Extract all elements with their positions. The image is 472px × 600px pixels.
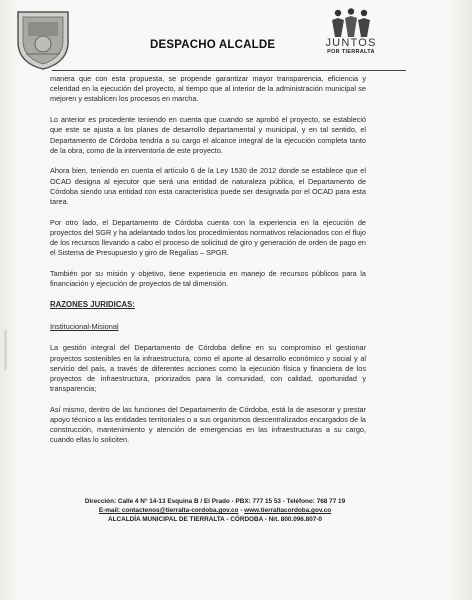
logo-word: JUNTOS <box>325 37 377 49</box>
paragraph: manera que con esta propuesta, se propende garantizar mayor transparencia, eficiencia y celeridad en la ejecución del proyecto, al tiempo que al interior de la administración municipal se mejoren y establicen los procesos en marcha. <box>50 74 366 104</box>
footer-contact <box>40 506 390 515</box>
footer-address: Dirección: Calle 4 N° 14-13 Esquina B / El Prado - PBX: 777 15 53 - Teléfono: 768 77 19 <box>84 498 346 505</box>
paragraph: Por otro lado, el Departamento de Córdoba cuenta con la experiencia en la ejecución de proyectos del SGR y ha adelantado todos los procedimientos normativos relacionados con el flujo de los recursos llevando a cabo el proceso de solicitud de giro y generación de orden de pago en el Sistema de Presupuesto y giro de Regalías – SPGR. <box>50 217 366 258</box>
footer-entity: ALCALDÍA MUNICIPAL DE TIERRALTA - CÓRDOBA - Nit. 800.096.807-0 <box>108 516 322 523</box>
paragraph: La gestión integral del Departamento de Córdoba define en su compromiso el gestionar proyectos sostenibles en la infraestructura, como el aporte al desarrollo económico y social y al servicio del país, a través de diferentes acciones como la ejecución física y financiera de los proyectos de infraestructura, priorizados para la comunidad, con calidad, oportunidad y transparencia; <box>50 343 366 394</box>
subsection-heading: Institucional-Misional <box>50 322 119 332</box>
footer-email-link[interactable]: E-mail: contactenos@tierralta-cordoba.gov.co <box>98 507 239 514</box>
header-divider <box>52 70 406 71</box>
paragraph: También por su misión y objetivo, tiene experiencia en manejo de recursos públicos para la financiación y ejecución de proyectos de tal dimensión. <box>50 269 366 289</box>
footer-separator: - <box>238 507 245 514</box>
footer-website-link[interactable]: www.tierraltacordoba.gov.co <box>244 507 332 514</box>
paragraph: Así mismo, dentro de las funciones del Departamento de Córdoba, está la de asesorar y prestar apoyo técnico a las entidades territoriales o a sus organismos descentralizados encargados de la construcción, mantenimiento y atención de emergencias en las infraestructuras a su cargo, cuando ellas lo soliciten. <box>50 404 366 445</box>
document-body <box>50 74 366 456</box>
scan-margin-mark <box>4 330 7 370</box>
juntos-logo <box>318 8 384 64</box>
people-logo-icon <box>329 8 373 38</box>
section-heading: RAZONES JURIDICAS: <box>50 299 135 309</box>
page-title: DESPACHO ALCALDE <box>150 39 276 51</box>
letterhead <box>0 0 472 78</box>
municipal-seal-icon <box>14 8 72 70</box>
paragraph: Ahora bien, teniendo en cuenta el artículo 6 de la Ley 1530 de 2012 donde se establece que el OCAD designa al ejecutor que será una entidad de naturaleza pública, el Departamento de Córdoba siendo una entidad con esta característica puede ser designada por el OCAD para esta tarea. <box>50 166 366 207</box>
logo-subtitle: POR TIERRALTA <box>327 49 375 55</box>
paragraph: Lo anterior es procedente teniendo en cuenta que cuando se aprobó el proyecto, se estableció que este se ajusta a los planes de desarrollo departamental y municipal, y en tal sentido, el Departamento de Córdoba tendría a su cargo el alcance integral de la ejecución completa tanto de la obra, como de la interventoría de este proyecto. <box>50 115 366 155</box>
footer <box>40 497 390 524</box>
